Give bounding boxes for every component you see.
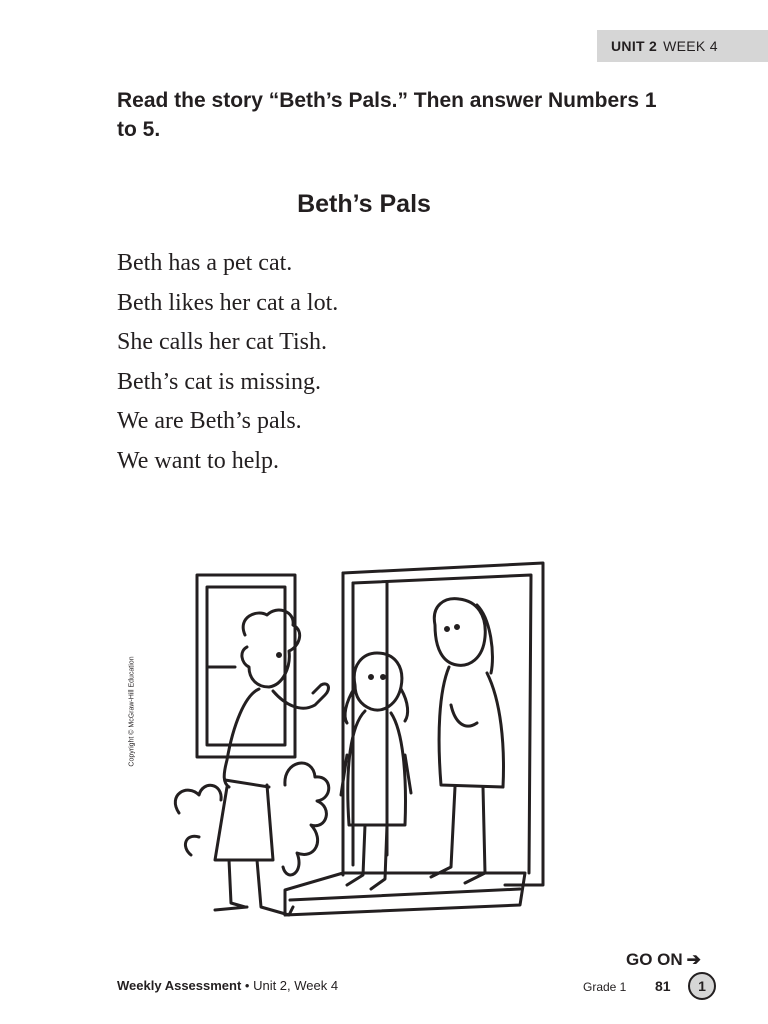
woman-figure [215,610,328,915]
instructions: Read the story “Beth’s Pals.” Then answer Numbers 1 to 5. [117,89,657,141]
go-on-label: GO ON [626,950,683,969]
tall-girl-figure [431,599,503,883]
unit-label: UNIT 2 [611,38,658,54]
story-illustration [165,555,545,935]
story-line: Beth’s cat is missing. [117,368,321,395]
story-line: We want to help. [117,447,280,474]
story-title: Beth’s Pals [297,190,431,218]
arrow-right-icon: ➔ [686,950,701,969]
story-line: Beth likes her cat a lot. [117,289,339,316]
assessment-label: Weekly Assessment [117,978,242,993]
bush-drawing [175,763,328,875]
question-number-badge: 1 [688,972,716,1000]
story-line: We are Beth’s pals. [117,408,302,434]
go-on-button[interactable] [626,950,701,970]
story-line: She calls her cat Tish. [117,329,327,355]
doorway-drawing [285,563,543,915]
copyright-notice: Copyright © McGraw-Hill Education [128,656,136,767]
grade-label: Grade 1 [583,980,627,994]
unit-week-tab [597,30,768,62]
unit-week-label: Unit 2, Week 4 [253,978,339,993]
story-line: Beth has a pet cat. [117,250,293,276]
footer-assessment [117,978,338,993]
story-text [117,244,338,481]
page-number: 81 [655,978,671,994]
separator-bullet: • [241,978,254,993]
week-label: WEEK 4 [663,38,718,54]
